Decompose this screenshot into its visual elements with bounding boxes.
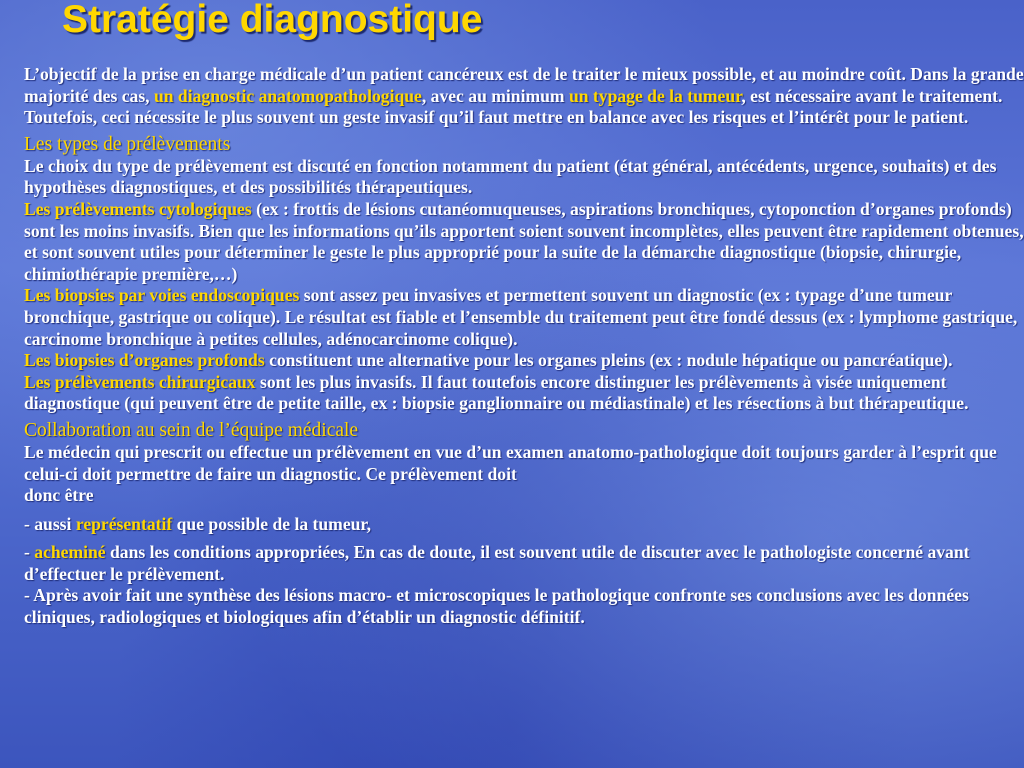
highlight-typage: un typage de la tumeur — [568, 85, 742, 106]
highlight-diagnostic: un diagnostic anatomopathologique — [153, 85, 422, 106]
bullet-synthese: - Après avoir fait une synthèse des lésions macro- et microscopiques le pathologique confronte ses conclusions avec les données cliniques, radiologiques et biologiques afin d’établir un diagnostic définitif. — [24, 585, 969, 628]
intro-paragraph — [24, 64, 1024, 129]
cytology-paragraph — [24, 199, 1024, 285]
slide-title: Stratégie diagnostique — [62, 0, 483, 41]
surgical-paragraph — [24, 372, 1024, 415]
intro-text-2: , avec au minimum — [421, 85, 569, 106]
cytology-label: Les prélèvements cytologiques — [24, 198, 252, 219]
surgical-text: sont les plus invasifs. Il faut toutefois encore distinguer les prélèvements à visée uniquement diagnostique (qui peuvent être de petite taille, ex : biopsie ganglionnaire ou médiastinale) et les résections à but thérapeutique. — [24, 371, 969, 414]
endoscopy-text: sont assez peu invasives et permettent souvent un diagnostic (ex : typage d’une tumeur bronchique, gastrique ou colique). Le résultat est fiable et l’ensemble du traitement peut être fondé dessus (ex : lymphome gastrique, carcinome bronchique à petites cellules, adénocarcinome colique). — [24, 285, 1018, 349]
deep-organ-paragraph — [24, 350, 1024, 372]
types-intro: Le choix du type de prélèvement est discuté en fonction notamment du patient (état général, antécédents, urgence, souhaits) et des hypothèses diagnostiques, et des possibilités thérapeutiques. — [24, 155, 997, 198]
bullet-2-text: dans les conditions appropriées, En cas de doute, il est souvent utile de discuter avec le pathologiste concerné avant d’effectuer le prélèvement. — [24, 542, 970, 584]
endoscopy-label: Les biopsies par voies endoscopiques — [24, 285, 300, 306]
bullet-2-prefix: - — [24, 542, 35, 563]
surgical-label: Les prélèvements chirurgicaux — [24, 371, 256, 392]
bullet-representatif — [24, 514, 1024, 536]
intro-text-1: L’objectif de la prise en charge médicale d’un patient cancéreux est de le traiter le mieux possible, et au moindre coût. Dans la grande majorité des cas, — [24, 64, 1024, 106]
intro-text-3: , est nécessaire avant le traitement. Toutefois, ceci nécessite le plus souvent un geste invasif qu’il faut mettre en balance avec les risques et l’intérêt pour le patient. — [24, 85, 1003, 128]
section-heading-collaboration: Collaboration au sein de l’équipe médicale — [24, 419, 359, 441]
collaboration-intro-text: Le médecin qui prescrit ou effectue un prélèvement en vue d’un examen anatomo-pathologique doit toujours garder à l’esprit que celui-ci doit permettre de faire un diagnostic. Ce prélèvement doit — [24, 441, 997, 484]
bullet-2-label: acheminé — [34, 542, 106, 563]
collaboration-intro-end: donc être — [24, 485, 94, 506]
section-heading-types: Les types de prélèvements — [24, 133, 231, 155]
cytology-text: (ex : frottis de lésions cutanéomuqueuses, aspirations bronchiques, cytoponction d’organes profonds) sont les moins invasifs. Bien que les informations qu’ils apportent soient souvent incomplètes, elles peuvent être rapidement obtenues, et sont souvent utiles pour déterminer le geste le plus approprié pour la suite de la démarche diagnostique (biopsie, chirurgie, chimiothérapie première,…) — [24, 198, 1024, 284]
bullet-achemine — [24, 542, 1024, 585]
bullet-1-label: représentatif — [75, 513, 173, 534]
deep-organ-text: constituent une alternative pour les organes pleins (ex : nodule hépatique ou pancréatique). — [264, 350, 953, 371]
collaboration-intro — [24, 442, 1024, 507]
slide-body — [24, 64, 1024, 629]
endoscopy-paragraph — [24, 285, 1024, 350]
bullet-1-text: que possible de la tumeur, — [172, 513, 372, 534]
bullet-1-prefix: - aussi — [24, 513, 76, 534]
deep-organ-label: Les biopsies d’organes profonds — [24, 350, 265, 371]
